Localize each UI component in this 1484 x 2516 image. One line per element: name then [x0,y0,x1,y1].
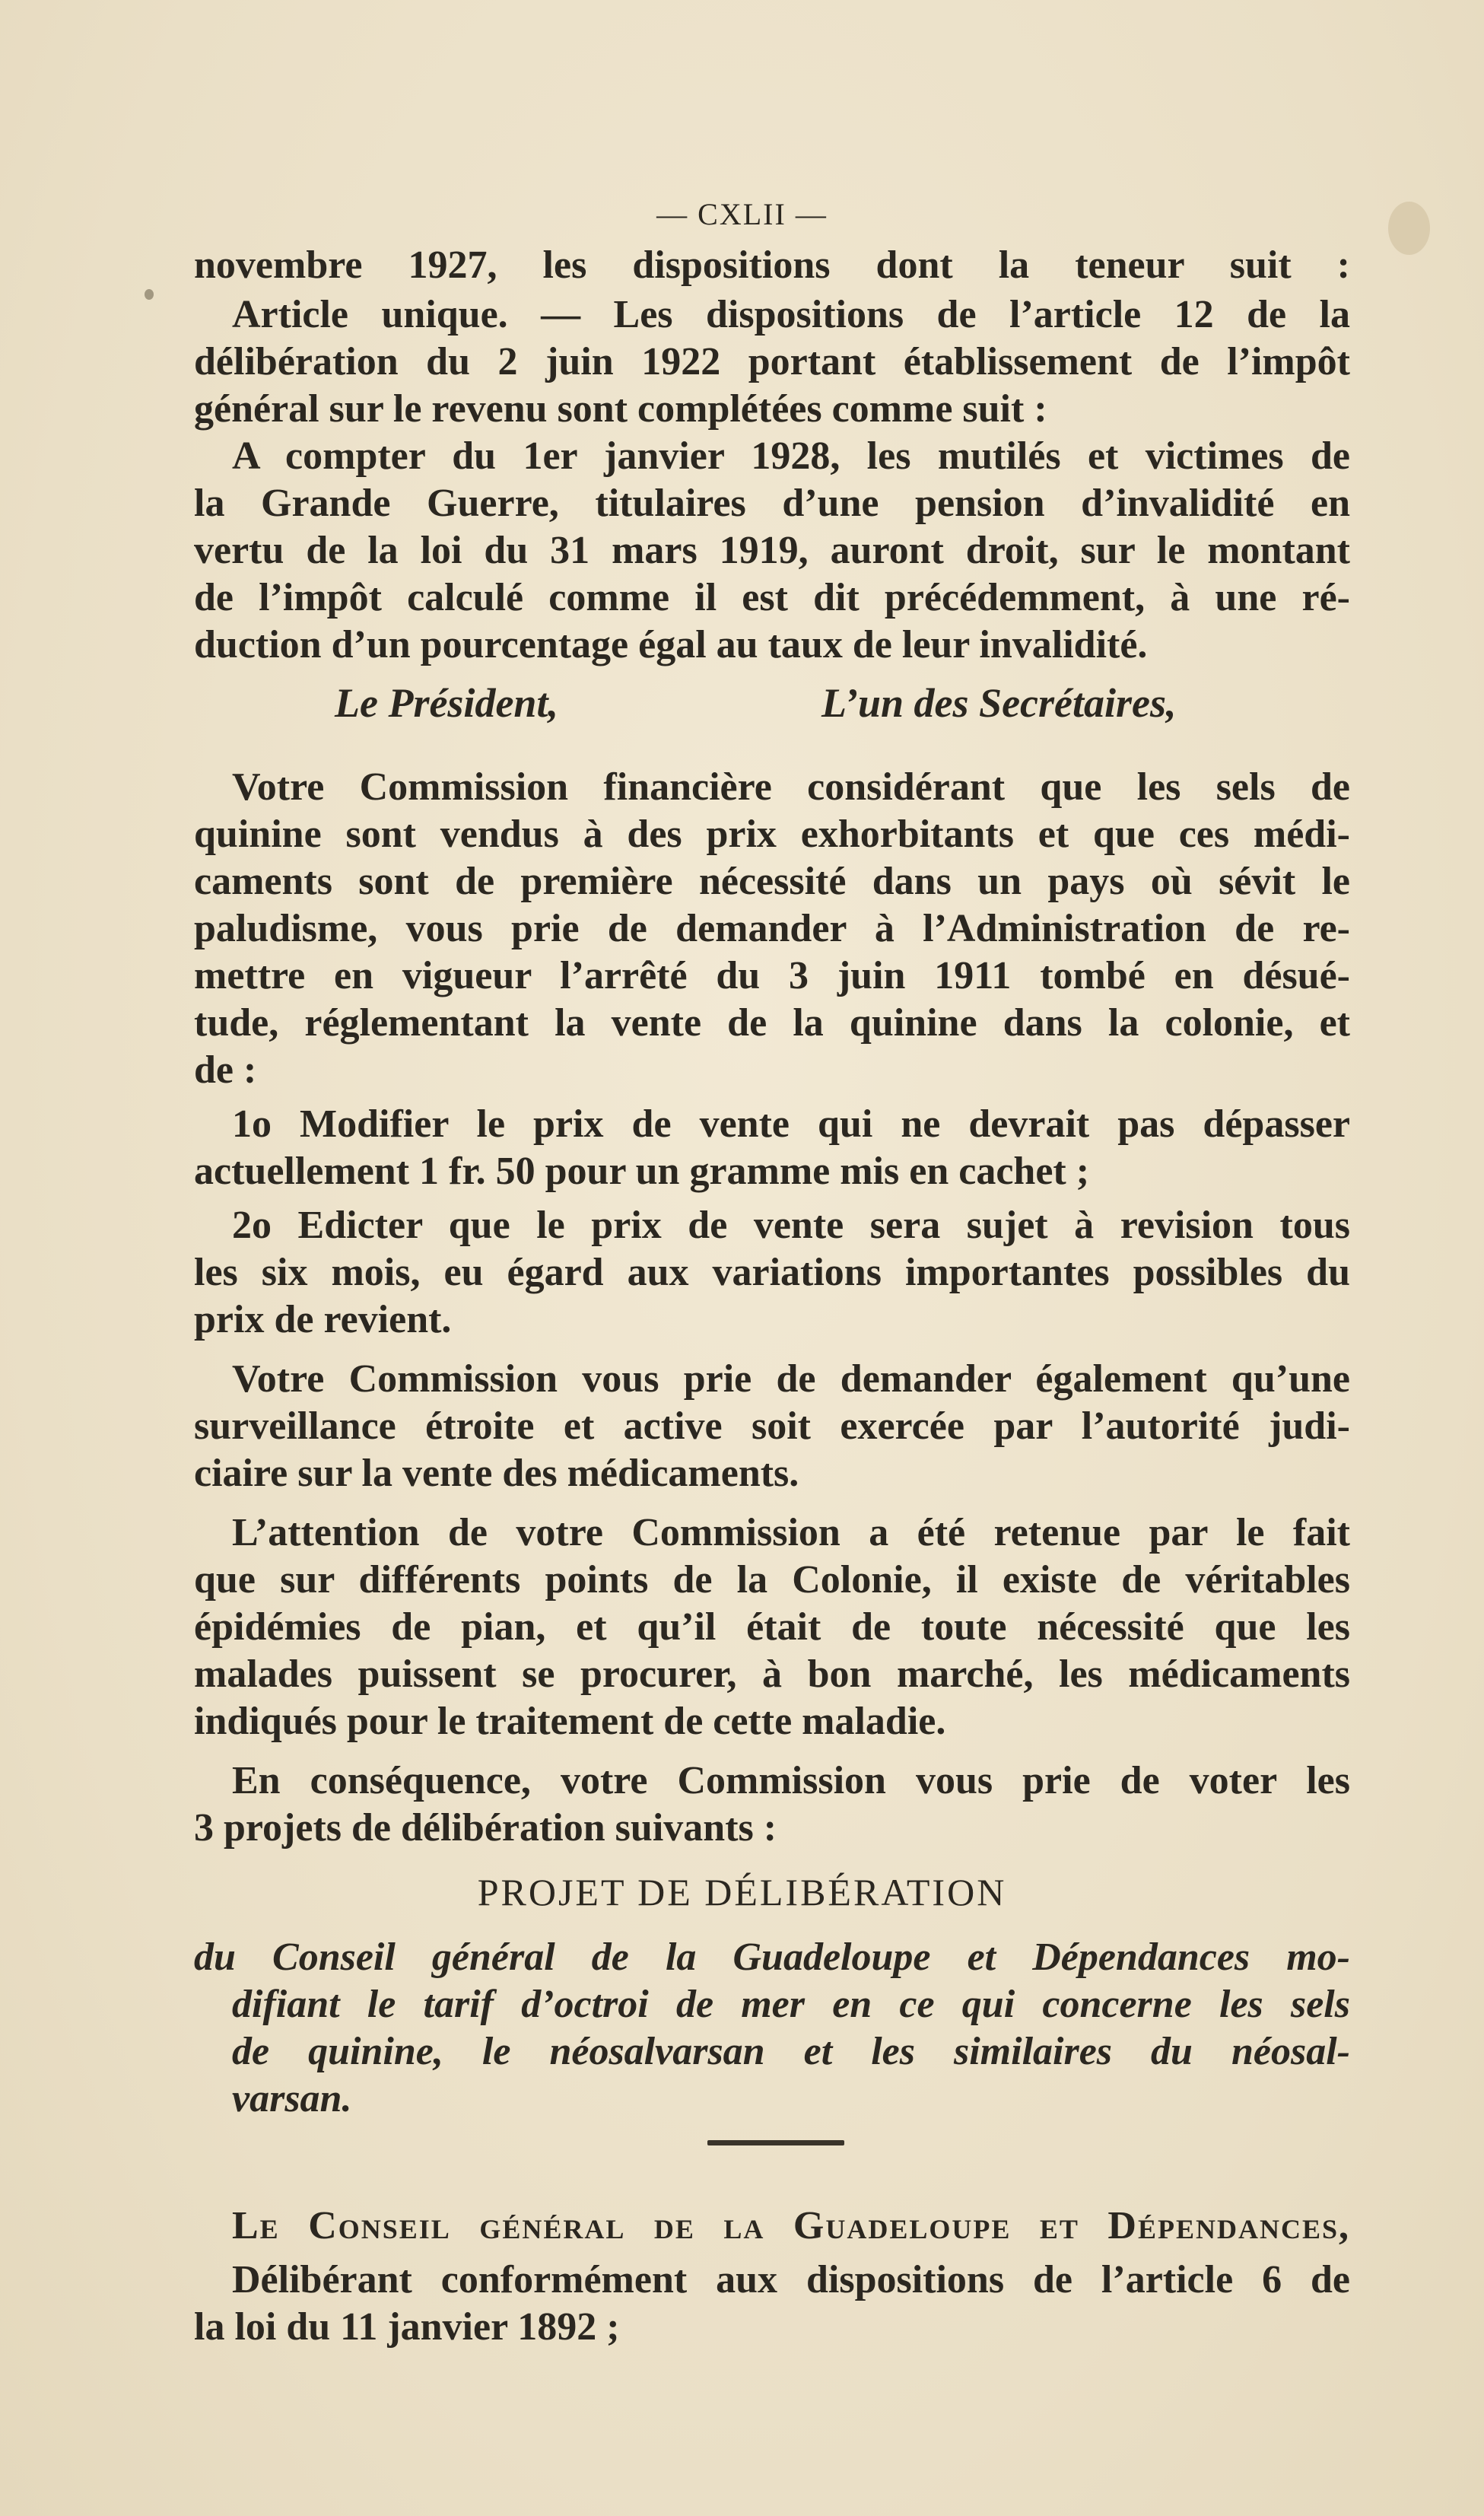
text-line: les six mois, eu égard aux variations importantes possibles du [194,1251,1350,1294]
text-line: duction d’un pourcentage égal au taux de leur invalidité. [194,623,1148,666]
text-line: L’attention de votre Commission a été retenue par le fait [232,1511,1350,1554]
projet-subtitle-line: varsan. [232,2077,352,2120]
text-line: 3 projets de délibération suivants : [194,1806,777,1850]
page-number-header: — CXLII — [656,197,828,231]
text-line: vertu de la loi du 31 mars 1919, auront droit, sur le montant [194,529,1350,572]
text-line: novembre 1927, les dispositions dont la teneur suit : [194,243,1350,287]
text-line: paludisme, vous prie de demander à l’Administration de re- [194,907,1350,950]
text-line: A compter du 1er janvier 1928, les mutilés et victimes de [232,434,1350,478]
text-line: général sur le revenu sont complétées comme suit : [194,387,1047,431]
projet-subtitle-line: du Conseil général de la Guadeloupe et Dépendances mo- [194,1936,1350,1979]
projet-subtitle-line: difiant le tarif d’octroi de mer en ce qui concerne les sels [232,1983,1350,2026]
text-line: de l’impôt calculé comme il est dit précédemment, à une ré- [194,576,1350,619]
projet-title: PROJET DE DÉLIBÉRATION [477,1871,1007,1913]
text-line: délibération du 2 juin 1922 portant établissement de l’impôt [194,340,1350,383]
text-line: tude, réglementant la vente de la quinine dans la colonie, et [194,1001,1350,1045]
text-line: indiqués pour le traitement de cette maladie. [194,1700,946,1743]
text-line: ciaire sur la vente des médicaments. [194,1452,799,1495]
text-line: actuellement 1 fr. 50 pour un gramme mis en cachet ; [194,1150,1090,1193]
paper-stain [145,289,154,300]
text-line: mettre en vigueur l’arrêté du 3 juin 1911 tombé en désué- [194,954,1350,997]
closing-line: la loi du 11 janvier 1892 ; [194,2305,620,2349]
text-line: la Grande Guerre, titulaires d’une pension d’invalidité en [194,482,1350,525]
text-line: 2o Edicter que le prix de vente sera sujet à revision tous [232,1204,1350,1247]
closing-line: Le Conseil général de la Guadeloupe et Dépendances, [232,2204,1350,2247]
article-unique-line: Article unique. — Les dispositions de l’article 12 de la [232,293,1350,336]
president-signature: Le Président, [335,680,558,726]
text-line: surveillance étroite et active soit exercée par l’autorité judi- [194,1404,1350,1448]
text-line: Votre Commission financière considérant que les sels de [232,765,1350,809]
text-line: que sur différents points de la Colonie, il existe de véritables [194,1558,1350,1602]
text-line: quinine sont vendus à des prix exhorbitants et que ces médi- [194,813,1350,856]
text-line: malades puissent se procurer, à bon marché, les médicaments [194,1652,1350,1696]
text-line: prix de revient. [194,1298,452,1341]
secretary-signature: L’un des Secrétaires, [821,680,1177,726]
text-line: de : [194,1048,257,1092]
text-line: 1o Modifier le prix de vente qui ne devrait pas dépasser [232,1102,1350,1146]
text-line: En conséquence, votre Commission vous prie de voter les [232,1759,1350,1802]
text-line: épidémies de pian, et qu’il était de toute nécessité que les [194,1605,1350,1649]
section-divider [707,2140,844,2145]
closing-line: Délibérant conformément aux dispositions de l’article 6 de [232,2258,1350,2301]
projet-subtitle-line: de quinine, le néosalvarsan et les similaires du néosal- [232,2030,1350,2073]
text-line: Votre Commission vous prie de demander également qu’une [232,1357,1350,1401]
text-line: caments sont de première nécessité dans un pays où sévit le [194,860,1350,903]
